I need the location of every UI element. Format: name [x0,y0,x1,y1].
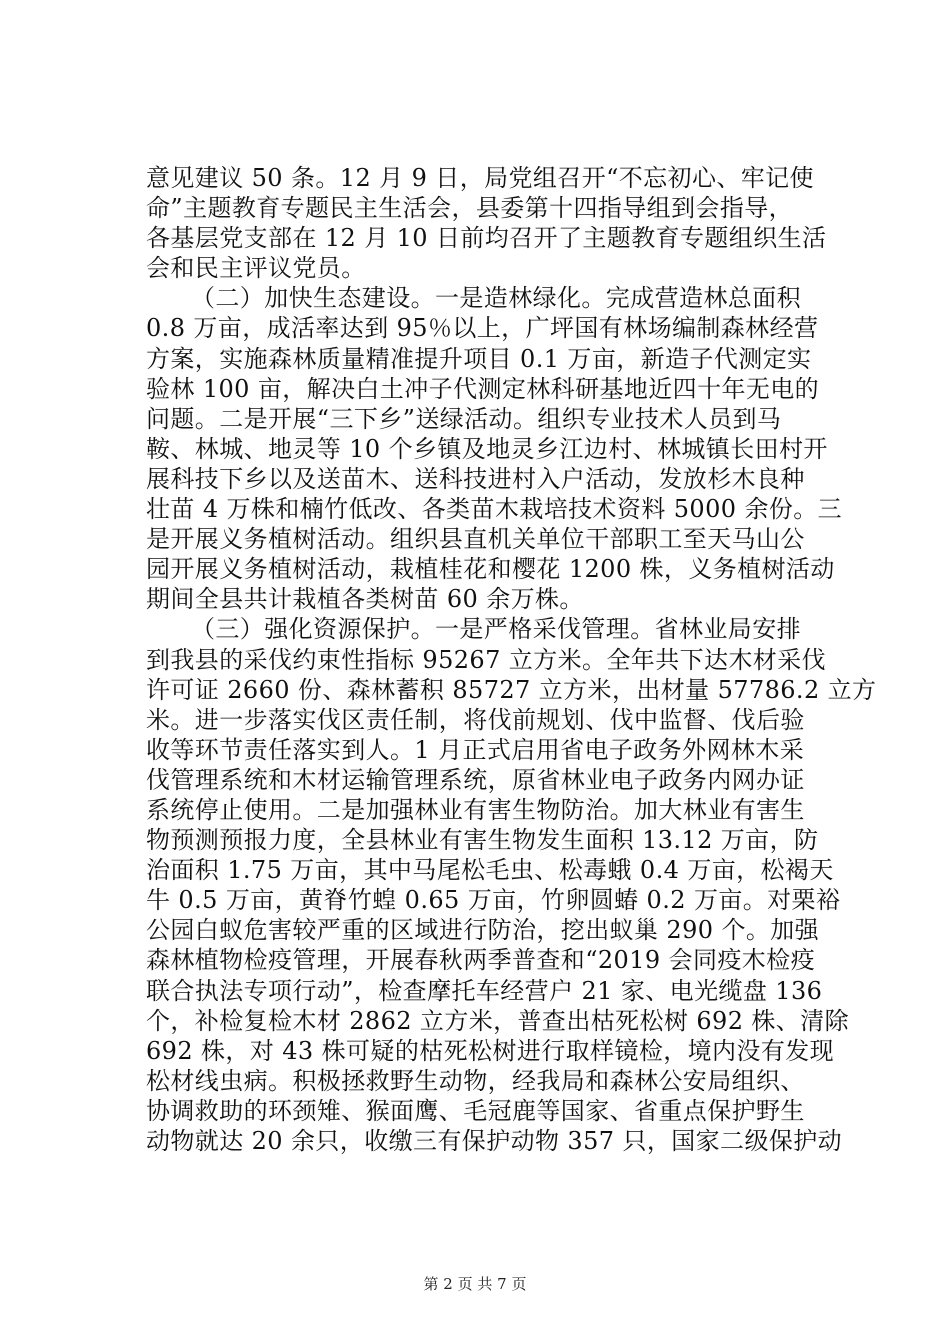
text-line-29: 个，补检复检木材 2862 立方米，普查出枯死松树 692 株、清除 [146,1006,850,1035]
page-number-footer: 第 2 页 共 7 页 [423,1275,527,1293]
text-line-22: 系统停止使用。二是加强林业有害生物防治。加大林业有害生 [146,795,805,824]
text-line-15: 期间全县共计栽植各类树苗 60 余万株。 [146,585,584,614]
paragraph-2-start: （二）加快生态建设。一是造林绿化。完成营造林总面积 [191,284,801,313]
text-line-8: 验林 100 亩，解决白土冲子代测定林科研基地近四十年无电的 [146,374,820,403]
text-line-2: 命”主题教育专题民主生活会，县委第十四指导组到会指导， [146,194,794,223]
text-line-13: 是开展义务植树活动。组织县直机关单位干部职工至天马山公 [146,525,805,554]
text-line-12: 壮苗 4 万株和楠竹低改、各类苗木栽培技术资料 5000 余份。三 [146,495,843,524]
text-line-7: 方案，实施森林质量精准提升项目 0.1 万亩，新造子代测定实 [146,344,812,373]
text-line-14: 园开展义务植树活动，栽植桂花和樱花 1200 株，义务植树活动 [146,555,835,584]
text-line-20: 收等环节责任落实到人。1 月正式启用省电子政务外网林木采 [146,735,805,764]
text-line-9: 问题。二是开展“三下乡”送绿活动。组织专业技术人员到马 [146,404,782,433]
text-line-6: 0.8 万亩，成活率达到 95％以上，广坪国有林场编制森林经营 [146,314,819,343]
text-line-32: 协调救助的环颈雉、猴面鹰、毛冠鹿等国家、省重点保护野生 [146,1096,805,1125]
text-line-1: 意见建议 50 条。12 月 9 日，局党组召开“不忘初心、牢记使 [146,164,814,192]
text-line-17: 到我县的采伐约束性指标 95267 立方米。全年共下达木材采伐 [146,645,827,674]
paragraph-3-start: （三）强化资源保护。一是严格采伐管理。省林业局安排 [191,615,801,644]
text-line-3: 各基层党支部在 12 月 10 日前均召开了主题教育专题组织生活 [146,224,827,253]
text-line-10: 鞍、林城、地灵等 10 个乡镇及地灵乡江边村、林城镇长田村开 [146,434,828,463]
text-line-26: 公园白蚁危害较严重的区域进行防治，挖出蚁巢 290 个。加强 [146,916,820,945]
text-line-18: 许可证 2660 份、森林蓄积 85727 立方米，出材量 57786.2 立方 [146,675,877,704]
text-line-24: 治面积 1.75 万亩，其中马尾松毛虫、松毒蛾 0.4 万亩，松褐天 [146,856,834,885]
text-line-4: 会和民主评议党员。 [146,254,366,283]
text-line-28: 联合执法专项行动”，检查摩托车经营户 21 家、电光缆盘 136 [146,976,823,1005]
body-text [146,163,877,1156]
text-line-25: 牛 0.5 万亩，黄脊竹蝗 0.65 万亩，竹卵圆蝽 0.2 万亩。对栗裕 [146,886,841,915]
text-line-30: 692 株，对 43 株可疑的枯死松树进行取样镜检，境内没有发现 [146,1036,835,1065]
text-line-19: 米。进一步落实伐区责任制，将伐前规划、伐中监督、伐后验 [146,705,805,734]
text-line-31: 松材线虫病。积极拯救野生动物，经我局和森林公安局组织、 [146,1066,805,1095]
text-line-21: 伐管理系统和木材运输管理系统，原省林业电子政务内网办证 [146,765,805,794]
text-line-23: 物预测预报力度，全县林业有害生物发生面积 13.12 万亩，防 [146,826,819,855]
text-line-33: 动物就达 20 余只，收缴三有保护动物 357 只，国家二级保护动 [146,1127,843,1155]
text-line-11: 展科技下乡以及送苗木、送科技进村入户活动，发放杉木良种 [146,464,805,493]
text-line-27: 森林植物检疫管理，开展春秋两季普查和“2019 会同疫木检疫 [146,946,815,975]
